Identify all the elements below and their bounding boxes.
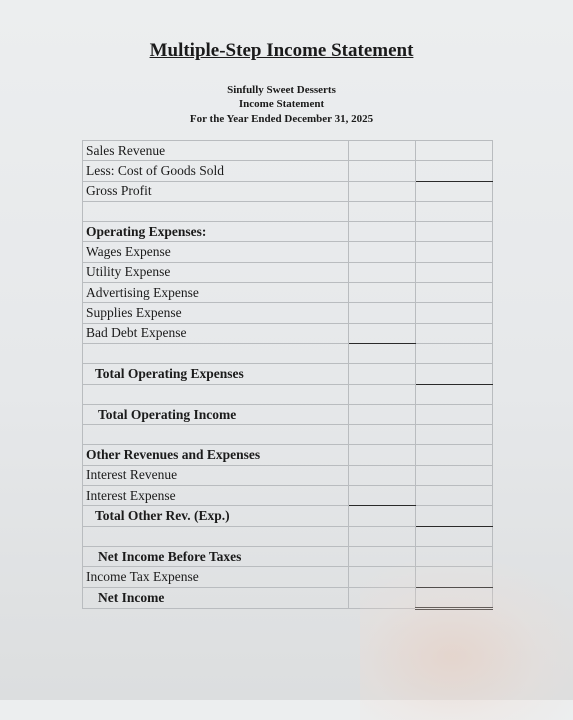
amount-cell-outer[interactable] (416, 303, 493, 323)
amount-cell-inner[interactable] (349, 303, 416, 323)
amount-cell-inner[interactable] (349, 384, 416, 404)
row-label-supplies-expense: Supplies Expense (83, 303, 349, 323)
income-statement-table (82, 140, 493, 610)
blank-row-label (83, 526, 349, 546)
amount-cell-inner[interactable] (349, 181, 416, 201)
amount-cell-outer[interactable] (416, 161, 493, 181)
amount-cell-outer[interactable] (416, 181, 493, 201)
amount-cell-inner[interactable] (349, 445, 416, 465)
amount-cell-outer[interactable] (416, 283, 493, 303)
row-label-gross-profit: Gross Profit (83, 181, 349, 201)
table-row (83, 323, 493, 343)
page-title: Multiple-Step Income Statement (149, 40, 414, 61)
blank-row-label (83, 425, 349, 445)
table-row (83, 141, 493, 161)
row-label-bad-debt-expense: Bad Debt Expense (83, 323, 349, 343)
blank-row-label (83, 201, 349, 221)
table-row (83, 364, 493, 384)
amount-cell-outer[interactable] (416, 384, 493, 404)
amount-cell-inner[interactable] (349, 323, 416, 343)
table-row (83, 384, 493, 404)
section-heading-other-revenues-expenses: Other Revenues and Expenses (83, 445, 349, 465)
row-label-total-operating-expenses: Total Operating Expenses (83, 364, 349, 384)
row-label-income-tax-expense: Income Tax Expense (83, 567, 349, 587)
row-label-sales-revenue: Sales Revenue (83, 141, 349, 161)
blank-row-label (83, 343, 349, 363)
amount-cell-inner[interactable] (349, 486, 416, 506)
amount-cell-inner[interactable] (349, 526, 416, 546)
amount-cell-outer[interactable] (416, 506, 493, 526)
amount-cell-inner[interactable] (349, 222, 416, 242)
row-label-utility-expense: Utility Expense (83, 262, 349, 282)
table-row (83, 242, 493, 262)
amount-cell-outer[interactable] (416, 222, 493, 242)
table-row (83, 404, 493, 424)
table-row (83, 262, 493, 282)
company-name: Sinfully Sweet Desserts (227, 84, 336, 96)
row-label-interest-revenue: Interest Revenue (83, 465, 349, 485)
amount-cell-outer[interactable] (416, 141, 493, 161)
table-row (83, 546, 493, 566)
amount-cell-inner[interactable] (349, 283, 416, 303)
amount-cell-inner[interactable] (349, 262, 416, 282)
row-label-net-income: Net Income (83, 587, 349, 608)
amount-cell-inner[interactable] (349, 404, 416, 424)
amount-cell-inner[interactable] (349, 161, 416, 181)
statement-period: For the Year Ended December 31, 2025 (189, 113, 374, 125)
table-row (83, 201, 493, 221)
amount-cell-inner[interactable] (349, 465, 416, 485)
amount-cell-inner[interactable] (349, 546, 416, 566)
amount-cell-inner[interactable] (349, 587, 416, 608)
amount-cell-inner[interactable] (349, 141, 416, 161)
row-label-interest-expense: Interest Expense (83, 486, 349, 506)
amount-cell-outer[interactable] (416, 425, 493, 445)
amount-cell-outer[interactable] (416, 343, 493, 363)
row-label-advertising-expense: Advertising Expense (83, 283, 349, 303)
row-label-cost-of-goods-sold: Less: Cost of Goods Sold (83, 161, 349, 181)
amount-cell-inner[interactable] (349, 425, 416, 445)
row-label-total-other-rev-exp: Total Other Rev. (Exp.) (83, 506, 349, 526)
amount-cell-outer[interactable] (416, 445, 493, 465)
statement-name: Income Statement (238, 98, 325, 110)
amount-cell-inner[interactable] (349, 364, 416, 384)
row-label-wages-expense: Wages Expense (83, 242, 349, 262)
amount-cell-inner[interactable] (349, 567, 416, 587)
amount-cell-outer[interactable] (416, 242, 493, 262)
table-row (83, 567, 493, 587)
amount-cell-outer[interactable] (416, 486, 493, 506)
table-row (83, 445, 493, 465)
amount-cell-outer[interactable] (416, 526, 493, 546)
table-row (83, 303, 493, 323)
amount-cell-outer[interactable] (416, 323, 493, 343)
table-row (83, 283, 493, 303)
table-row (83, 465, 493, 485)
table-row (83, 222, 493, 242)
table-row (83, 526, 493, 546)
blank-row-label (83, 384, 349, 404)
amount-cell-inner[interactable] (349, 343, 416, 363)
amount-cell-outer[interactable] (416, 567, 493, 587)
amount-cell-outer[interactable] (416, 546, 493, 566)
amount-cell-inner[interactable] (349, 201, 416, 221)
table-row (83, 343, 493, 363)
amount-cell-outer[interactable] (416, 465, 493, 485)
table-row (83, 161, 493, 181)
amount-cell-outer[interactable] (416, 201, 493, 221)
amount-cell-outer[interactable] (416, 262, 493, 282)
amount-cell-outer[interactable] (416, 587, 493, 608)
table-row (83, 425, 493, 445)
row-label-net-income-before-taxes: Net Income Before Taxes (83, 546, 349, 566)
section-heading-operating-expenses: Operating Expenses: (83, 222, 349, 242)
table-row (83, 486, 493, 506)
amount-cell-outer[interactable] (416, 364, 493, 384)
amount-cell-outer[interactable] (416, 404, 493, 424)
table-row (83, 181, 493, 201)
row-label-total-operating-income: Total Operating Income (83, 404, 349, 424)
amount-cell-inner[interactable] (349, 506, 416, 526)
table-row (83, 506, 493, 526)
amount-cell-inner[interactable] (349, 242, 416, 262)
table-row (83, 587, 493, 608)
